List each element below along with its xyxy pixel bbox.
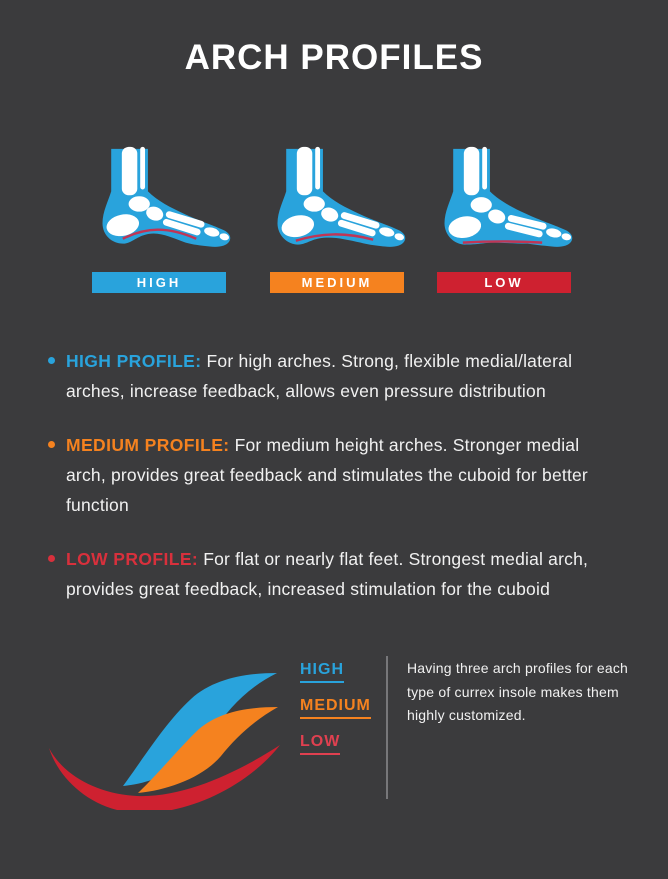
profile-bar-label: LOW — [484, 275, 524, 290]
profile-descriptions — [48, 346, 622, 628]
bullet-lead: HIGH PROFILE: — [66, 351, 202, 371]
profile-bar-low — [437, 272, 571, 293]
bullet-body: For flat or nearly flat feet. Strongest medial arch, provides great feedback, increased stimulation for the cuboid — [66, 549, 589, 599]
bullet-low-profile — [48, 544, 622, 604]
bullet-body: For high arches. Strong, flexible medial/lateral arches, increase feedback, allows even pressure distribution — [66, 351, 573, 401]
customization-note: Having three arch profiles for each type of currex insole makes them highly customized. — [407, 660, 628, 723]
bullet-dot — [48, 441, 55, 448]
profile-bar-medium — [270, 272, 404, 293]
vertical-divider — [386, 656, 388, 799]
foot-skeleton-medium-illustration — [263, 146, 408, 259]
bullet-lead: MEDIUM PROFILE: — [66, 435, 230, 455]
bullet-dot — [48, 555, 55, 562]
legend-item-low: LOW — [300, 732, 340, 755]
legend-item-medium: MEDIUM — [300, 696, 371, 719]
foot-skeleton-low-illustration — [430, 146, 575, 259]
bullet-medium-profile — [48, 430, 622, 520]
foot-skeleton-high-illustration — [88, 146, 233, 259]
legend-item-high: HIGH — [300, 660, 344, 683]
bullet-body: For medium height arches. Stronger medial arch, provides great feedback and stimulates the cuboid for better function — [66, 435, 588, 515]
bullet-dot — [48, 357, 55, 364]
arch-curves-legend — [300, 660, 371, 768]
page-title: ARCH PROFILES — [184, 38, 484, 77]
arch-line-low — [463, 242, 542, 243]
profile-bar-high — [92, 272, 226, 293]
bullet-high-profile — [48, 346, 622, 406]
profile-bar-label: MEDIUM — [301, 275, 373, 290]
bullet-lead: LOW PROFILE: — [66, 549, 199, 569]
arch-curves-illustration — [35, 645, 295, 810]
profile-bar-label: HIGH — [136, 275, 182, 290]
